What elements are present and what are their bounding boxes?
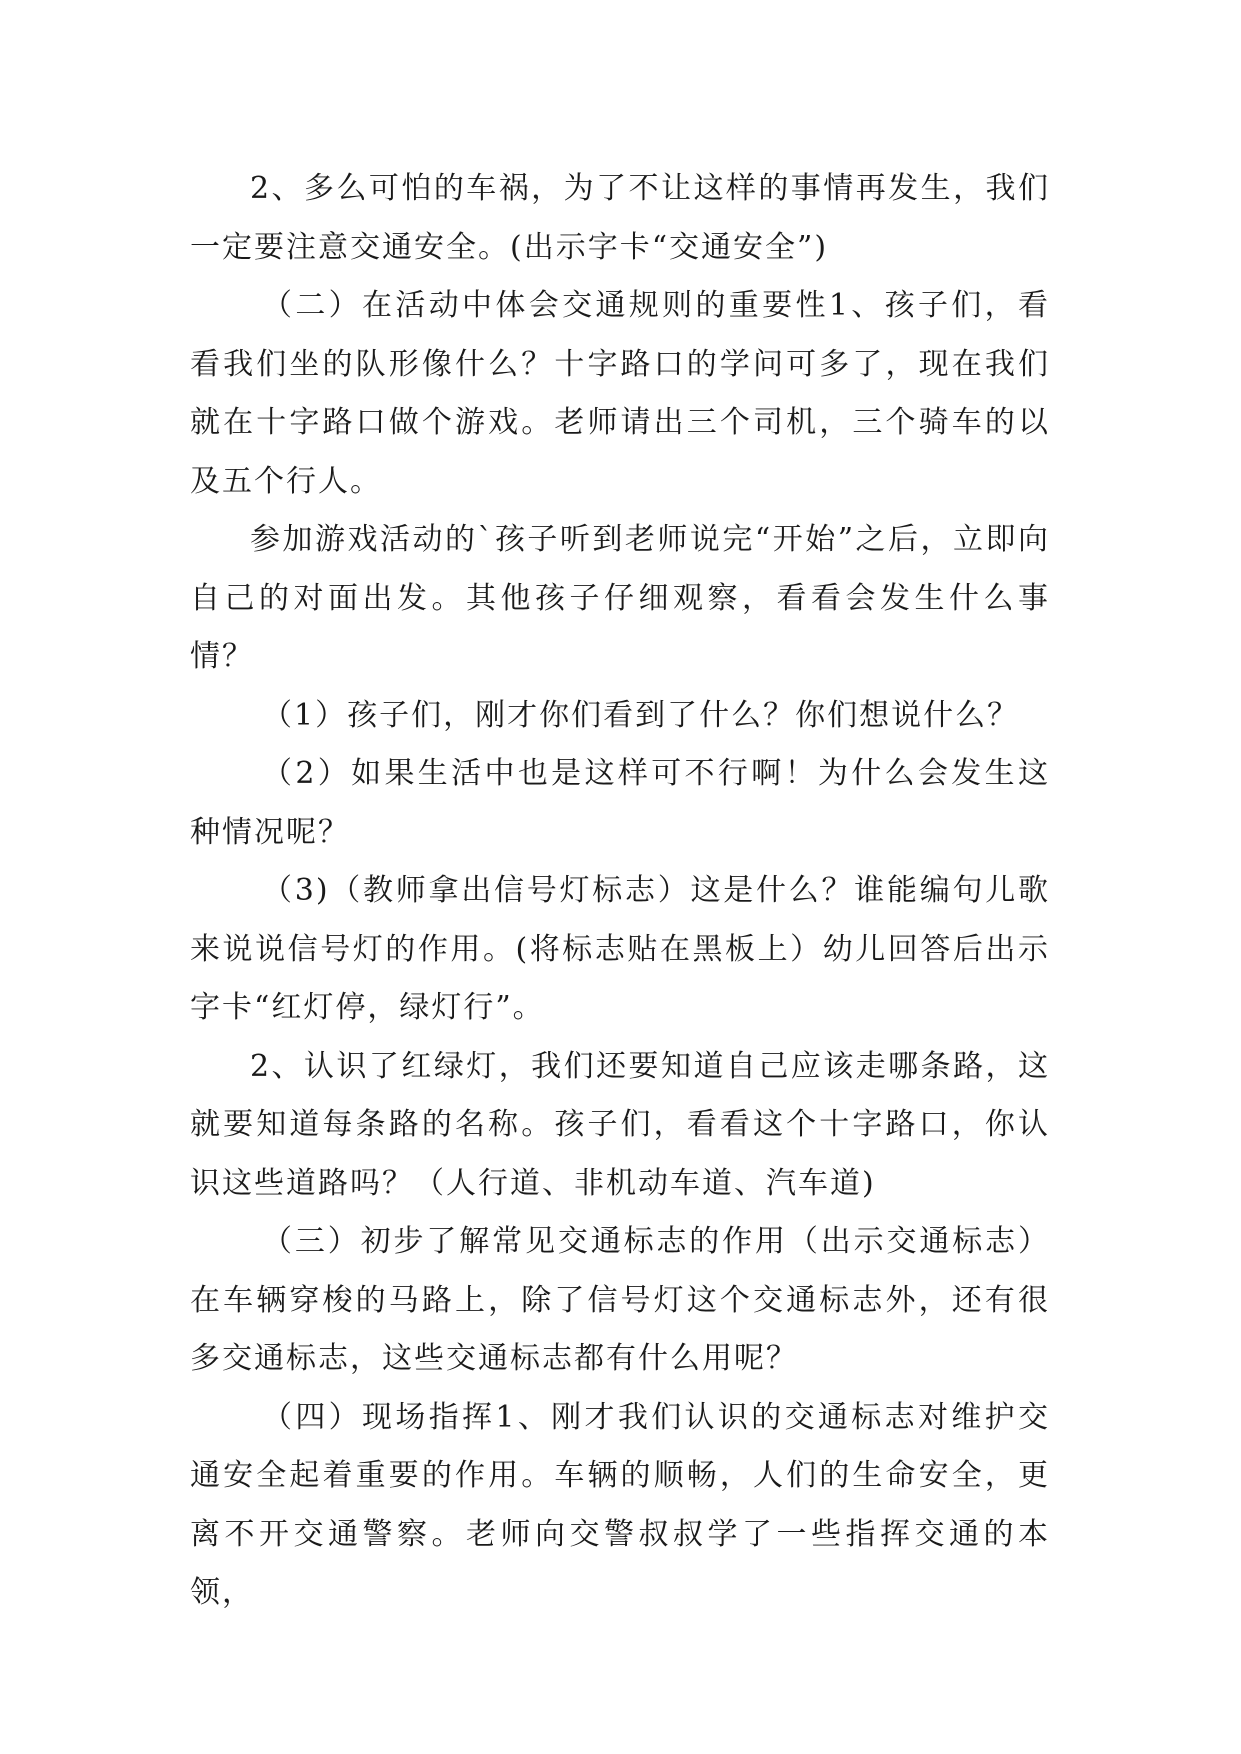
paragraph-3: 参加游戏活动的`孩子听到老师说完“开始”之后，立即向自己的对面出发。其他孩子仔细观察，看看会发生什么事情？ — [190, 522, 1050, 674]
paragraph-7: 2、认识了红绿灯，我们还要知道自己应该走哪条路，这就要知道每条路的名称。孩子们，看看这个十字路口，你认识这些道路吗？（人行道、非机动车道、汽车道) — [190, 1048, 1050, 1201]
paragraph-2: （二）在活动中体会交通规则的重要性1、孩子们，看看我们坐的队形像什么？十字路口的学问可多了，现在我们就在十字路口做个游戏。老师请出三个司机，三个骑车的以及五个行人。 — [190, 288, 1050, 499]
paragraph-6: （3)（教师拿出信号灯标志）这是什么？谁能编句儿歌来说说信号灯的作用。(将标志贴在黑板上）幼儿回答后出示字卡“红灯停，绿灯行”。 — [190, 873, 1050, 1025]
paragraph-4: （1）孩子们，刚才你们看到了什么？你们想说什么？ — [262, 697, 1020, 733]
paragraph-5: （2）如果生活中也是这样可不行啊！为什么会发生这种情况呢？ — [190, 756, 1050, 850]
document-body — [190, 160, 1050, 1623]
paragraph-8: （三）初步了解常见交通标志的作用（出示交通标志）在车辆穿梭的马路上，除了信号灯这个交通标志外，还有很多交通标志，这些交通标志都有什么用呢？ — [190, 1224, 1050, 1376]
paragraph-9: （四）现场指挥1、刚才我们认识的交通标志对维护交通安全起着重要的作用。车辆的顺畅，人们的生命安全，更离不开交通警察。老师向交警叔叔学了一些指挥交通的本领， — [190, 1399, 1050, 1610]
paragraph-1: 2、多么可怕的车祸，为了不让这样的事情再发生，我们一定要注意交通安全。(出示字卡“交通安全”) — [190, 171, 1050, 265]
